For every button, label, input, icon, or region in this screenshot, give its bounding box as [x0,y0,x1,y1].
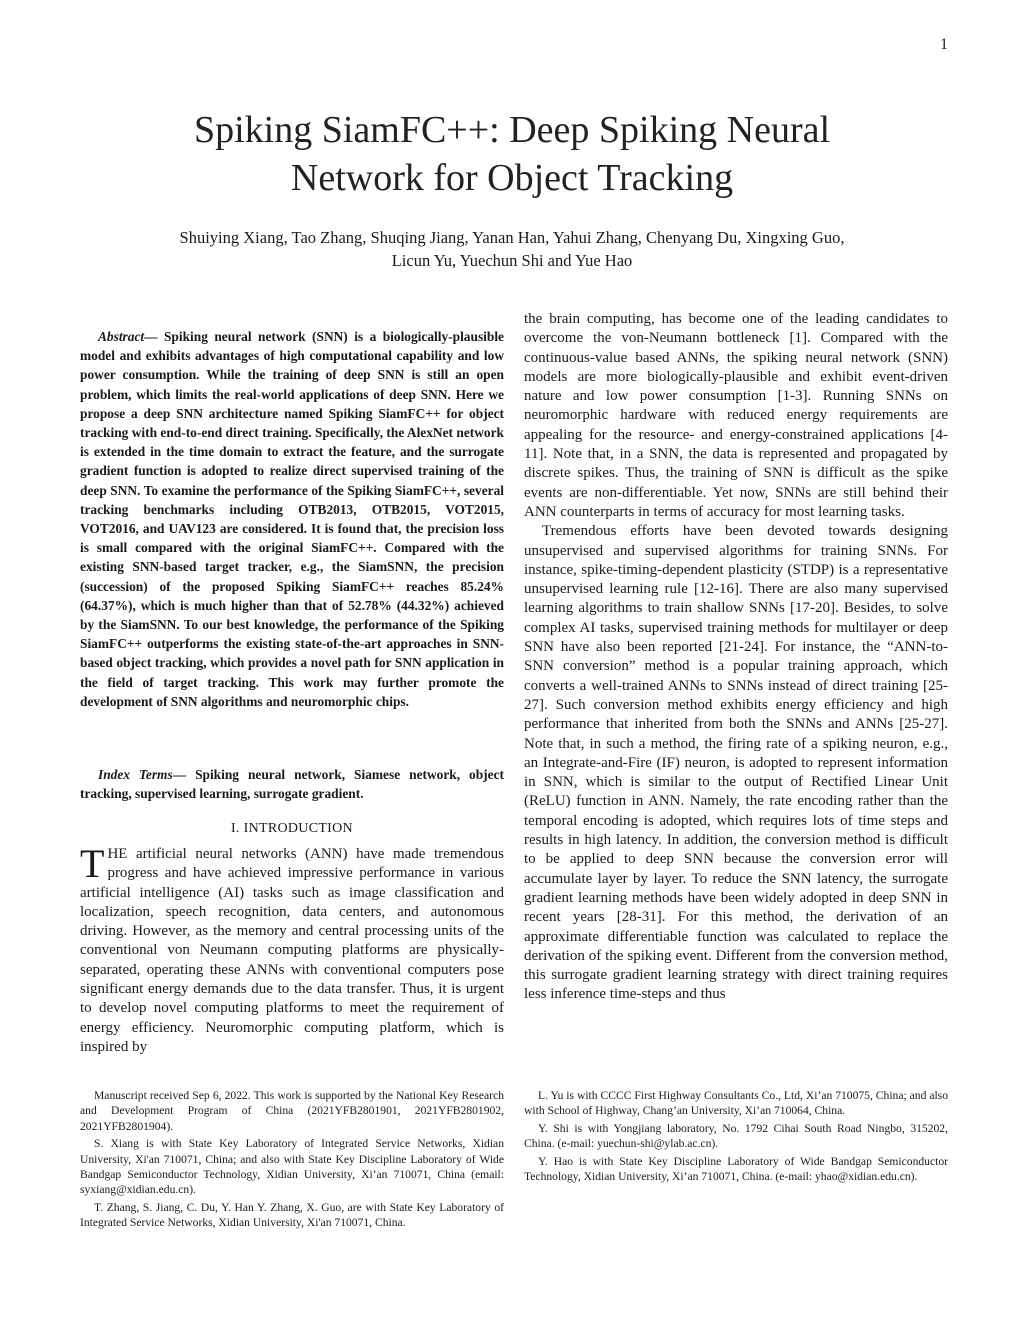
right-column-text [524,310,948,1005]
abstract [80,327,504,711]
intro-smallcaps: HE [107,846,128,862]
title-line-1: Spiking SiamFC++: Deep Spiking Neural [193,109,831,151]
index-terms-label: Index Terms [98,767,173,782]
index-terms-text: Spiking neural network, Siamese network, object tracking, supervised learning, surrogate gradient. [80,767,504,802]
footnote: Y. Shi is with Yongjiang laboratory, No. 1792 Cihai South Road Ningbo, 315202, China. (e-mail: yuechun-shi@ylab.ac.cn). [524,1121,948,1151]
right-paragraph-2: Tremendous efforts have been devoted towards designing unsupervised and supervised algorithms for training SNNs. For instance, spike-timing-dependent plasticity (STDP) is a representative unsupervised learning rule [12-16]. There are also many supervised learning algorithms to train shallow SNNs [17-20]. Besides, to solve complex AI tasks, supervised training methods for multilayer or deep SNN have also been reported [21-24]. For instance, the “ANN-to-SNN conversion” method is a popular training approach, which converts a well-trained ANNs to SNNs instead of direct training [25-27]. Such conversion method exhibits energy efficiency and high performance that inherited from both the SNNs and ANNs [25-27]. Note that, in such a method, the firing rate of a spiking neuron, e.g., an Integrate-and-Fire (IF) neuron, is adopted to represent information in SNN, which is similar to the output of Rectified Linear Unit (ReLU) function in ANN. Namely, the rate encoding rather than the temporal encoding is adopted, which requires lots of time steps and results in high latency. In addition, the conversion method is difficult to be applied to deep SNN because the conversion error will accumulate layer by layer. To reduce the SNN latency, the surrogate gradient learning methods have been widely adopted in deep SNN in recent years [28-31]. For this method, the derivation of an approximate differentiable function was calculated to replace the derivation of the spiking event. Different from the conversion method, this surrogate gradient learning strategy with direct training requires less inference time-steps and thus [524,523,948,1003]
index-terms-paragraph [80,765,504,803]
page-number: 1 [940,36,948,53]
section-heading-introduction [80,821,504,837]
footnote: Y. Hao is with State Key Discipline Laboratory of Wide Bandgap Semiconductor Technology, Xidian University, Xi’an 710071, China. (e-mail: yhao@xidian.edu.cn). [524,1154,948,1184]
footnote: S. Xiang is with State Key Laboratory of Integrated Service Networks, Xidian University, Xi'an 710071, China; and also with State Key Discipline Laboratory of Wide Bandgap Semiconductor Technology, Xidian University, Xi’an 710071, China (email: syxiang@xidian.edu.cn). [80,1137,504,1197]
footnote: Manuscript received Sep 6, 2022. This work is supported by the National Key Research and Development Program of China (2021YFB2801901, 2021YFB2801902, 2021YFB2801904). [80,1089,504,1133]
authors-line-2: Licun Yu, Yuechun Shi and Yue Hao [391,251,633,270]
abstract-label: Abstract [98,329,145,344]
footnotes-right [524,1088,948,1186]
abstract-text: Spiking neural network (SNN) is a biologically-plausible model and exhibits advantages of high computational capability and low power consumption. While the training of deep SNN is still an open problem, which limits the real-world applications of deep SNN. Here we propose a deep SNN architecture named Spiking SiamFC++ for object tracking with end-to-end direct training. Specifically, the AlexNet network is extended in the time domain to extract the feature, and the surrogate gradient function is adopted to realize direct supervised training of the deep SNN. To examine the performance of the Spiking SiamFC++, several tracking benchmarks including OTB2013, OTB2015, VOT2015, VOT2016, and UAV123 are considered. It is found that, the precision loss is small compared with the original SiamFC++. Compared with the existing SNN-based target tracker, e.g., the SiamSNN, the precision (succession) of the proposed Spiking SiamFC++ reaches 85.24% (64.37%), which is much higher than that of 52.78% (44.32%) achieved by the SiamSNN. To our best knowledge, the performance of the Spiking SiamFC++ outperforms the existing state-of-the-art approaches in SNN-based object tracking, which provides a novel path for SNN application in the field of target tracking. This work may further promote the development of SNN algorithms and neuromorphic chips. [80,329,504,709]
intro-body: artificial neural networks (ANN) have made tremendous progress and have achieved impressive performance in various artificial intelligence (AI) tasks such as image classification and localization, speech recognition, data centers, and autonomous driving. However, as the memory and central processing units of the conventional von Neumann computing platforms are physically-separated, operating these ANNs with conventional computers pose significant energy demands due to the data transfer. Thus, it is urgent to develop novel computing platforms to meet the requirement of energy efficiency. Neuromorphic computing platform, which is inspired by [80,846,504,1055]
section-number: I. [231,821,244,836]
section-title-rest: NTRODUCTION [248,821,353,836]
authors-line-1: Shuiying Xiang, Tao Zhang, Shuqing Jiang, Yanan Han, Yahui Zhang, Chenyang Du, Xingxing Guo, [179,228,845,247]
index-terms-dash: — [172,767,196,782]
intro-paragraph [80,841,504,1057]
footnotes-left [80,1088,504,1233]
paper-title [0,106,1024,202]
index-terms [80,765,504,803]
section-title-first: I [243,821,249,836]
abstract-paragraph [80,327,504,711]
drop-cap: T [80,841,105,886]
right-paragraph-1: the brain computing, has become one of the leading candidates to overcome the von-Neumann bottleneck [1]. Compared with the continuous-value based ANNs, the spiking neural network (SNN) models are more biologically-plausible and exhibit event-driven nature and low power consumption [1-3]. Running SNNs on neuromorphic hardware with reduced energy requirements are appealing for the resource- and energy-constrained applications [4-11]. Note that, in a SNN, the data is represented and propagated by discrete spikes. Thus, the training of SNN is difficult as the spike events are non-differentiable. Yet now, SNNs are still behind their ANN counterparts in terms of accuracy for most learning tasks. [524,311,948,520]
author-list [100,226,924,272]
title-line-2: Network for Object Tracking [290,157,734,199]
abstract-dash: — [144,329,164,344]
footnote: L. Yu is with CCCC First Highway Consultants Co., Ltd, Xi’an 710075, China; and also with School of Highway, Chang’an University, Xi’an 710064, China. [524,1089,948,1118]
introduction-text [80,841,504,1057]
footnote: T. Zhang, S. Jiang, C. Du, Y. Han Y. Zhang, X. Guo, are with State Key Laboratory of Integrated Service Networks, Xidian University, Xi'an 710071, China. [80,1200,504,1230]
